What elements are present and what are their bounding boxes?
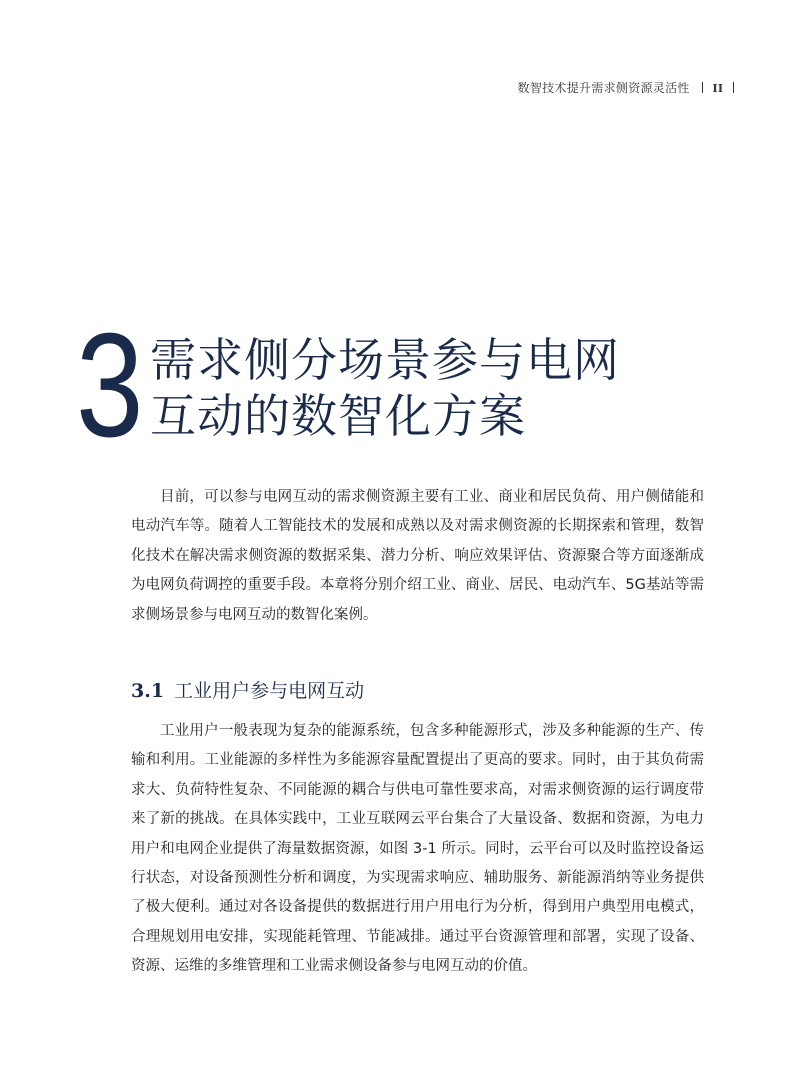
intro-paragraph: 目前，可以参与电网互动的需求侧资源主要有工业、商业和居民负荷、用户侧储能和电动汽车等。随着人工智能技术的发展和成熟以及对需求侧资源的长期探索和管理，数智化技术在解决需求侧资源的数据采集、潜力分析、响应效果评估、资源聚合等方面逐渐成为电网负荷调控的重要手段。本章将分别介绍工业、商业、居民、电动汽车、5G基站等需求侧场景参与电网互动的数智化案例。 <box>131 489 704 623</box>
running-title: 数智技术提升需求侧资源灵活性 <box>517 81 690 95</box>
chapter-number: 3 <box>76 303 142 468</box>
chapter-title <box>150 332 710 444</box>
section-paragraph: 工业用户一般表现为复杂的能源系统，包含多种能源形式，涉及多种能源的生产、传输和利用。工业能源的多样性为多能源容量配置提出了更高的要求。同时，由于其负荷需求大、负荷特性复杂、不同能源的耦合与供电可靠性要求高，对需求侧资源的运行调度带来了新的挑战。在具体实践中，工业互联网云平台集合了大量设备、数据和资源，为电力用户和电网企业提供了海量数据资源，如图 3-1 所示。同时，云平台可以及时监控设备运行状态，对设备预测性分析和调度，为实现需求响应、辅助服务、新能源消纳等业务提供了极大便利。通过对各设备提供的数据进行用户用电行为分析，得到用户典型用电模式，合理规划用电安排，实现能耗管理、节能减排。通过平台资源管理和部署，实现了设备、资源、运维的多维管理和工业需求侧设备参与电网互动的价值。 <box>131 723 704 975</box>
chapter-title-line-1: 需求侧分场景参与电网 <box>150 333 620 387</box>
chapter-title-line-2: 互动的数智化方案 <box>150 389 526 443</box>
page-number: II <box>712 82 724 95</box>
section-heading <box>131 676 364 703</box>
header-separator-left <box>702 82 704 93</box>
running-header <box>400 79 734 96</box>
header-separator-right <box>733 82 735 93</box>
section-title: 工业用户参与电网互动 <box>174 680 365 702</box>
section-number: 3.1 <box>131 680 165 702</box>
